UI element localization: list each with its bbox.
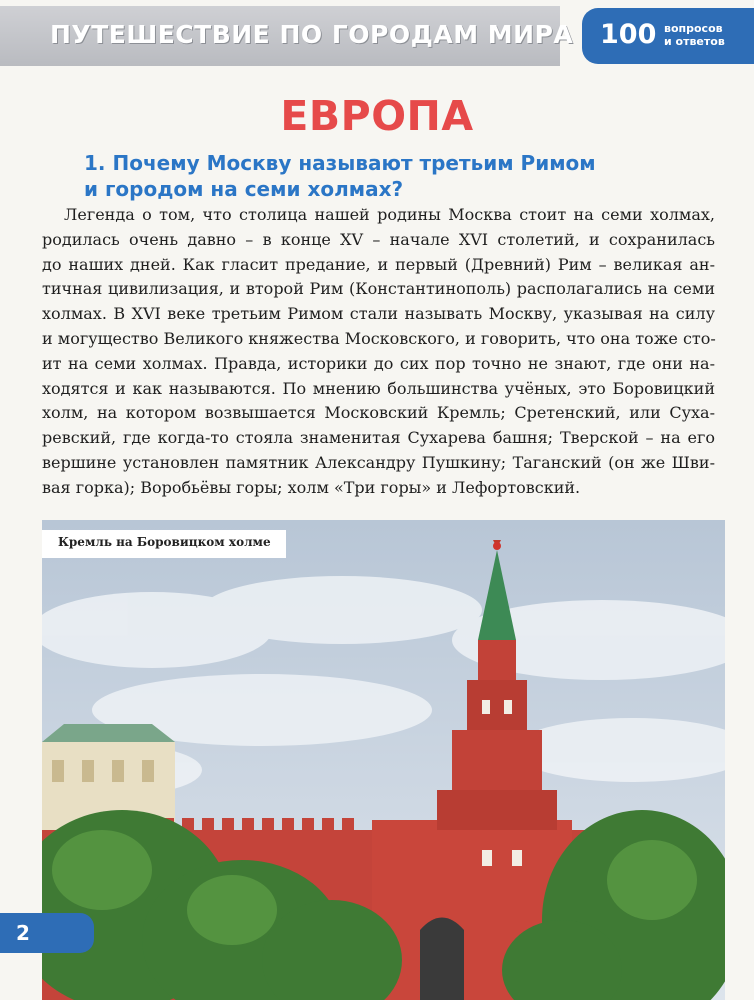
text-line: и могущество Великого княжества Московского, и говорить, что она тоже сто- bbox=[42, 328, 716, 348]
question-line: и городом на семи холмах? bbox=[84, 177, 404, 201]
text-line: Легенда о том, что столица нашей родины Москва стоит на семи холмах, bbox=[64, 205, 715, 224]
page-number-tab bbox=[0, 913, 94, 953]
text-line: ит на семи холмах. Правда, историки до сих пор точно не знают, где они на- bbox=[42, 353, 715, 373]
text-line: тичная цивилизация, и второй Рим (Константинополь) располагались на семи bbox=[42, 279, 715, 299]
text-line: ходятся и как называются. По мнению большинства учёных, это Боровицкий bbox=[42, 378, 715, 398]
section-title: ЕВРОПА bbox=[280, 92, 474, 140]
question-line: 1. Почему Москву называют третьим Римом bbox=[84, 151, 596, 175]
text-line: вая горка); Воробьёвы горы; холм «Три горы» и Лефортовский. bbox=[42, 477, 581, 497]
question-heading bbox=[84, 150, 644, 202]
series-title: ПУТЕШЕСТВИЕ ПО ГОРОДАМ МИРА bbox=[50, 20, 574, 49]
photo-caption: Кремль на Боровицком холме bbox=[42, 530, 286, 558]
badge-text bbox=[664, 22, 744, 48]
page-number: 2 bbox=[16, 921, 30, 945]
badge-line: и ответов bbox=[664, 35, 725, 48]
text-line: ревский, где когда-то стояла знаменитая Сухарева башня; Тверской – на его bbox=[42, 428, 715, 448]
text-line: до наших дней. Как гласит предание, и первый (Древний) Рим – великая ан- bbox=[42, 254, 715, 274]
badge-number: 100 bbox=[600, 19, 657, 50]
text-line: холмах. В XVI веке третьим Римом стали называть Москву, указывая на силу bbox=[42, 304, 715, 324]
questions-badge bbox=[582, 8, 754, 64]
text-line: вершине установлен памятник Александру Пушкину; Таганский (он же Шви- bbox=[42, 452, 715, 472]
kremlin-photo bbox=[42, 520, 725, 1000]
text-line: родилась очень давно – в конце XV – начале XVI столетий, и сохранилась bbox=[42, 229, 715, 249]
badge-line: вопросов bbox=[664, 22, 723, 35]
body-paragraph bbox=[42, 203, 715, 501]
text-line: холм, на котором возвышается Московский Кремль; Сретенский, или Суха- bbox=[42, 403, 715, 423]
